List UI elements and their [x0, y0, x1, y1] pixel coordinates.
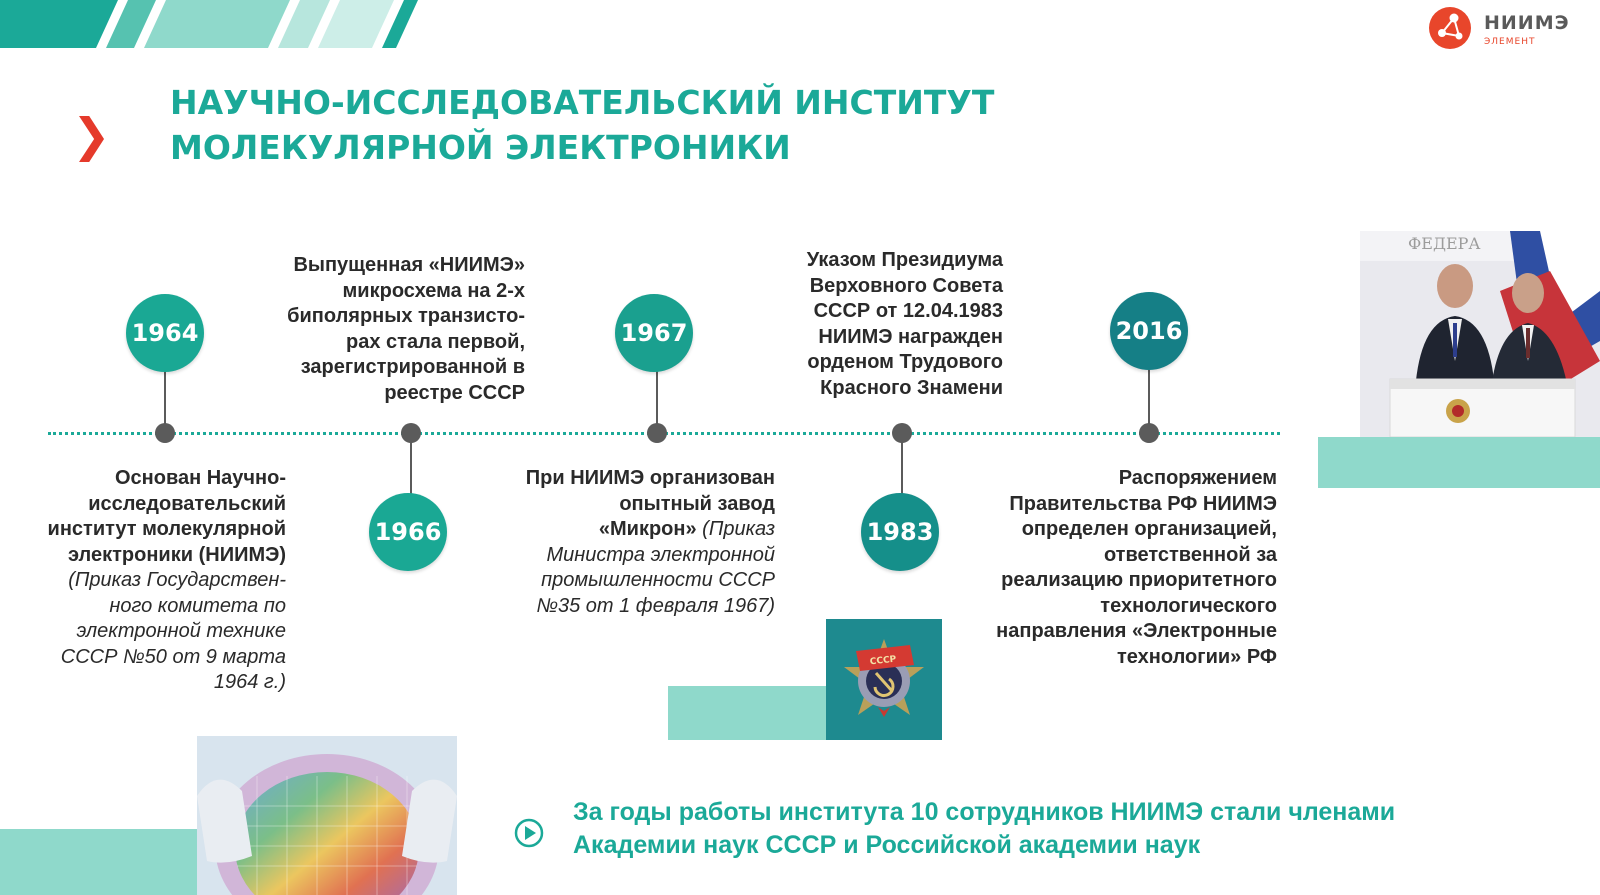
- event-text-1983: [720, 248, 1003, 401]
- year-badge-1966: 1966: [369, 493, 447, 571]
- event-1967-mixed-line: [470, 517, 775, 543]
- event-2016-line: Распоряжением: [1118, 467, 1277, 489]
- event-1983-line: НИИМЭ награжден: [818, 325, 1003, 348]
- company-logo: [1428, 6, 1578, 50]
- event-1967-note-start: (Приказ: [696, 518, 775, 540]
- event-2016-line: реализацию приоритетного: [1001, 569, 1277, 591]
- event-1967-note: №35 от 1 февраля 1967): [536, 594, 775, 617]
- bottom-note-line-2: Академии наук СССР и Российской академии наук: [573, 831, 1201, 859]
- ceremony-photo-illustration: [1360, 231, 1600, 437]
- event-text-1967: [470, 466, 775, 619]
- event-2016-line: Правительства РФ НИИМЭ: [1009, 492, 1277, 515]
- event-text-1964: [16, 466, 286, 696]
- event-2016-line: направления «Электронные: [996, 620, 1277, 642]
- event-1967-note: Министра электронной: [546, 543, 775, 566]
- timeline-dot-1964: [155, 423, 175, 443]
- event-1964-note: электронной технике: [76, 620, 286, 642]
- header-decorative-stripes: [0, 0, 430, 48]
- event-1964-note: СССР №50 от 9 марта: [60, 645, 286, 668]
- bottom-note: [573, 796, 1395, 862]
- ceremony-caption: ФЕДЕРА: [1408, 234, 1481, 253]
- event-1983-line: СССР от 12.04.1983: [813, 300, 1003, 322]
- timeline-dot-1967: [647, 423, 667, 443]
- event-2016-line: определен организацией,: [1021, 518, 1277, 540]
- event-1964-note: (Приказ Государствен-: [68, 569, 286, 591]
- order-badge-illustration: [826, 619, 942, 740]
- event-1964-line: электроники (НИИМЭ): [68, 543, 286, 566]
- play-circle-icon: [514, 818, 544, 848]
- event-1966-line: зарегистрированной в: [300, 356, 525, 378]
- year-badge-1964: 1964: [126, 294, 204, 372]
- ceremony-photo: [1360, 231, 1600, 437]
- event-2016-line: технологии» РФ: [1117, 645, 1277, 668]
- event-1983-line: Верховного Совета: [809, 274, 1003, 297]
- logo-name: НИИМЭ: [1484, 12, 1570, 34]
- event-2016-line: технологического: [1100, 594, 1277, 617]
- event-1983-line: Указом Президиума: [806, 249, 1003, 271]
- event-1967-line: опытный завод: [619, 492, 775, 515]
- bottom-note-line-1: За годы работы института 10 сотрудников НИИМЭ стали членами: [573, 798, 1396, 826]
- logo-subtitle: ЭЛЕМЕНТ: [1484, 37, 1536, 47]
- event-1964-note: ного комитета по: [109, 594, 286, 617]
- timeline-dot-2016: [1139, 423, 1159, 443]
- page-title: [170, 80, 1070, 170]
- event-1964-line: исследовательский: [88, 492, 286, 515]
- event-1966-line: реестре СССР: [384, 381, 525, 404]
- event-text-2016: [930, 466, 1277, 670]
- logo-molecule-icon: [1428, 6, 1472, 50]
- timeline-stem-1966: [410, 432, 412, 494]
- wafer-photo: [197, 736, 457, 895]
- event-text-1966: [220, 253, 525, 406]
- event-1967-plant-name: «Микрон»: [598, 518, 697, 540]
- event-1983-line: Красного Знамени: [820, 376, 1003, 399]
- decorative-band-center: [668, 686, 828, 740]
- wafer-illustration: [197, 736, 457, 895]
- event-1966-line: микросхема на 2-х: [342, 279, 525, 302]
- decorative-band-left: [0, 829, 200, 895]
- year-badge-1967: 1967: [615, 294, 693, 372]
- year-badge-2016: 2016: [1110, 292, 1188, 370]
- event-1964-line: Основан Научно-: [114, 467, 286, 489]
- order-badge-photo: [826, 619, 942, 740]
- svg-text:СССР: СССР: [869, 654, 897, 668]
- page-title-line-1: НАУЧНО-ИССЛЕДОВАТЕЛЬСКИЙ ИНСТИТУТ: [170, 83, 995, 122]
- event-1964-note: 1964 г.): [213, 671, 286, 693]
- chevron-right-icon: ❯: [72, 108, 111, 162]
- event-1967-line: При НИИМЭ организован: [525, 467, 775, 489]
- decorative-band-right: [1318, 437, 1600, 488]
- year-badge-1983: 1983: [861, 493, 939, 571]
- page-title-line-2: МОЛЕКУЛЯРНОЙ ЭЛЕКТРОНИКИ: [170, 128, 791, 167]
- event-2016-line: ответственной за: [1103, 543, 1277, 566]
- event-1966-line: рах стала первой,: [346, 330, 525, 353]
- event-1966-line: Выпущенная «НИИМЭ»: [293, 254, 525, 276]
- timeline-stem-1983: [901, 432, 903, 494]
- event-1983-line: орденом Трудового: [807, 351, 1003, 373]
- event-1964-line: институт молекулярной: [47, 518, 286, 540]
- event-1966-line: биполярных транзисто-: [287, 305, 525, 327]
- event-1967-note: промышленности СССР: [541, 569, 775, 591]
